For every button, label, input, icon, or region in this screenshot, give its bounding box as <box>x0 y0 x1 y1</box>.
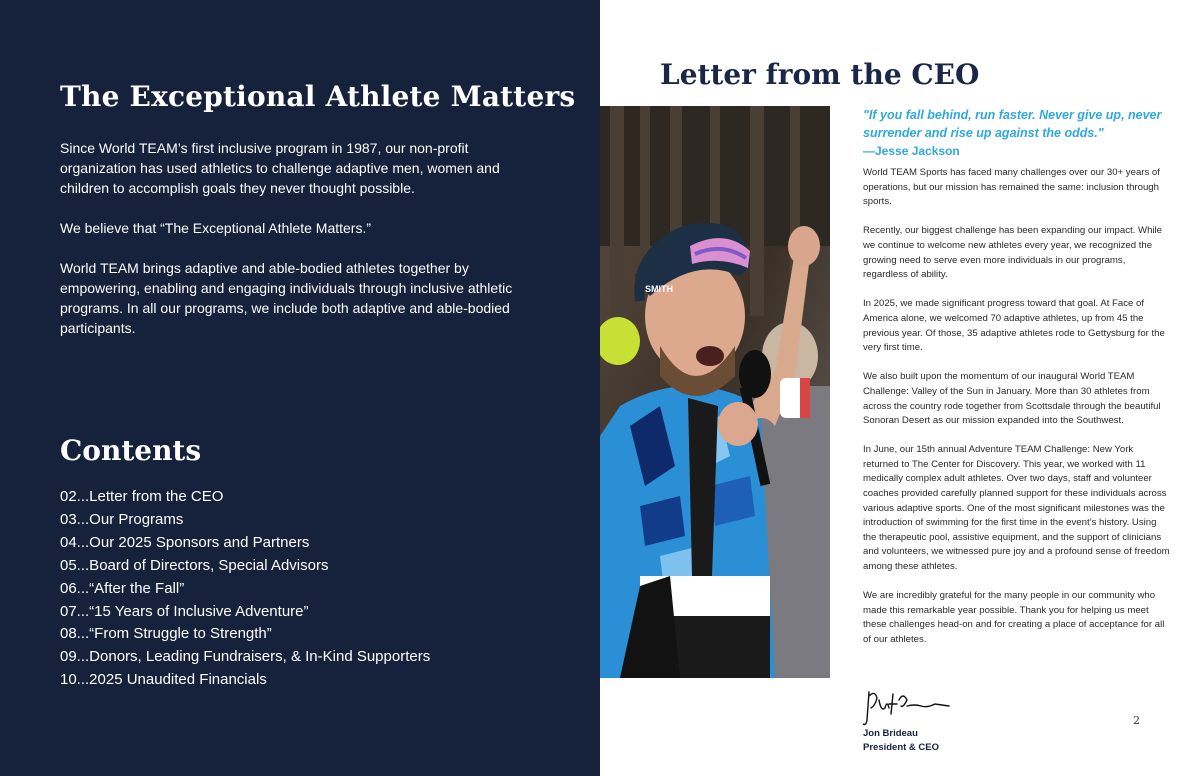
intro-paragraph: Since World TEAM’s first inclusive program in 1987, our non-profit organization has used athletics to challenge adaptive men, women and children to accomplish goals they never thought possible. <box>60 140 500 196</box>
letter-column <box>863 106 1171 662</box>
letter-paragraph: We are incredibly grateful for the many people in our community who made this remarkable year possible. Thank you for helping us meet these challenges head-on and for creating a place of acceptance for all of our athletes. <box>863 590 1165 645</box>
helmet-logo: SMITH <box>645 284 673 294</box>
signer-title: President & CEO <box>863 742 940 753</box>
intro-text <box>60 138 540 358</box>
ceo-photo <box>600 106 830 678</box>
page-title: The Exceptional Athlete Matters <box>60 80 576 113</box>
pull-quote: "If you fall behind, run faster. Never give up, never surrender and rise up against the odds." <box>863 108 1162 140</box>
letter-paragraph: World TEAM Sports has faced many challenges over our 30+ years of operations, but our mission has remained the same: inclusion through sports. <box>863 167 1160 208</box>
letter-paragraph: We also built upon the momentum of our inaugural World TEAM Challenge: Valley of the Sun in January. More than 30 athletes from across the country rode together from Scottsdale through the beautiful Sonoran Desert as our mission expanded into the Southwest. <box>863 371 1161 427</box>
toc-item[interactable]: 02...Letter from the CEO <box>60 488 224 505</box>
toc-item[interactable]: 09...Donors, Leading Fundraisers, & In-Kind Supporters <box>60 648 431 666</box>
toc-item[interactable]: 05...Board of Directors, Special Advisors <box>60 556 329 574</box>
toc-item[interactable]: 07...“15 Years of Inclusive Adventure” <box>60 602 309 620</box>
contents-heading: Contents <box>60 434 202 467</box>
intro-paragraph: World TEAM brings adaptive and able-bodied athletes together by empowering, enabling and engaging individuals through inclusive athletic programs. In all our programs, we include both adaptive and able-bodied participants. <box>60 260 513 336</box>
letter-body <box>863 166 1171 648</box>
toc-item[interactable]: 08...“From Struggle to Strength” <box>60 625 272 643</box>
right-page <box>600 0 1200 776</box>
letter-paragraph: Recently, our biggest challenge has been expanding our impact. While we continue to welcome new athletes every year, we recognized the growing need to serve even more individuals in our programs, regardless of ability. <box>863 225 1163 281</box>
signer-name: Jon Brideau <box>863 728 918 739</box>
page-number: 2 <box>1133 714 1140 727</box>
letter-paragraph: In June, our 15th annual Adventure TEAM Challenge: New York returned to The Center for Discovery. This year, we worked with 11 medically complex adult athletes. Over two days, staff and volunteer coaches provided carefully planned support for these individuals across various adaptive sports. One of the most significant milestones was the introduction of swimming for the first time in the event’s history. Using the therapeutic pool, assistive equipment, and the support of clinicians and volunteers, we witnessed pure joy and a profound sense of freedom among these athletes. <box>863 444 1170 573</box>
intro-paragraph: We believe that “The Exceptional Athlete Matters.” <box>60 220 372 236</box>
table-of-contents <box>60 486 560 692</box>
toc-item[interactable]: 03...Our Programs <box>60 510 184 528</box>
toc-item[interactable]: 06...“After the Fall” <box>60 579 185 597</box>
cyclist-photo-illustration <box>600 106 830 678</box>
toc-item[interactable]: 10...2025 Unaudited Financials <box>60 671 267 689</box>
letter-title: Letter from the CEO <box>660 58 980 91</box>
quote-author: —Jesse Jackson <box>863 144 960 158</box>
signer-block <box>863 727 939 755</box>
signature-image <box>863 686 953 730</box>
toc-item[interactable]: 04...Our 2025 Sponsors and Partners <box>60 533 310 551</box>
letter-paragraph: In 2025, we made significant progress toward that goal. At Face of America alone, we welcomed 70 adaptive athletes, up from 45 the previous year. Of those, 35 adaptive athletes rode to Gettysburg for the very first time. <box>863 298 1165 354</box>
